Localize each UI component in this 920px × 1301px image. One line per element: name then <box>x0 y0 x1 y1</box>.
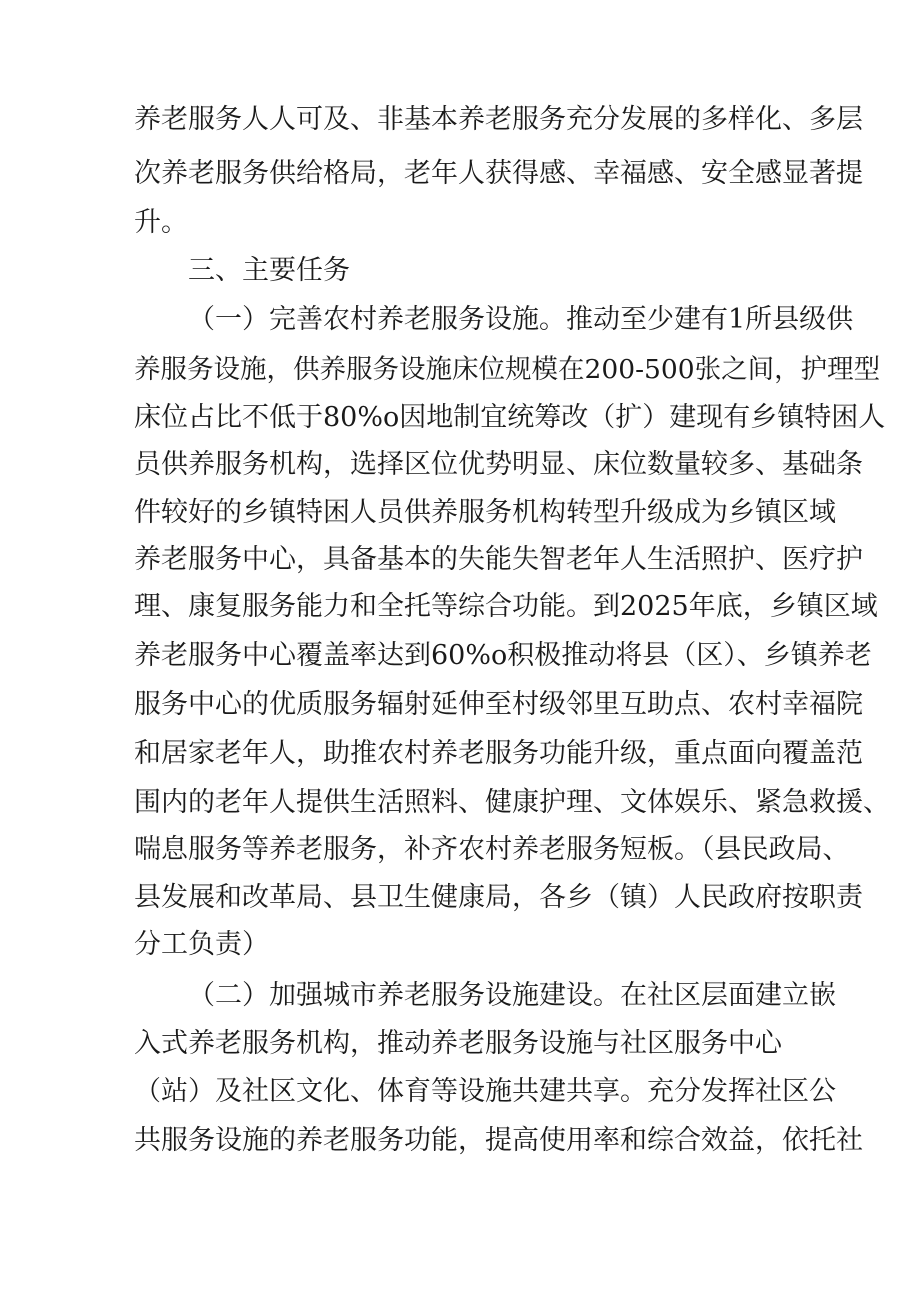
paragraph-line-9: 件较好的乡镇特困人员供养服务机构转型升级成为乡镇区域 <box>134 497 836 528</box>
paragraph-line-8: 员供养服务机构，选择区位优势明显、床位数量较多、基础条 <box>134 449 863 480</box>
paragraph-line-7: 床位占比不低于80%o因地制宜统筹改（扩）建现有乡镇特困人 <box>134 402 886 433</box>
paragraph-line-5: （一）完善农村养老服务设施。推动至少建有1所县级供 <box>188 304 854 335</box>
paragraph-line-16: 喘息服务等养老服务，补齐农村养老服务短板。（县民政局、 <box>134 834 850 865</box>
paragraph-line-1: 养老服务人人可及、非基本养老服务充分发展的多样化、多层 <box>134 104 863 135</box>
paragraph-line-13: 服务中心的优质服务辐射延伸至村级邻里互助点、农村幸福院 <box>134 689 863 720</box>
paragraph-line-12: 养老服务中心覆盖率达到60%o积极推动将县（区）、乡镇养老 <box>134 640 872 671</box>
paragraph-line-10: 养老服务中心，具备基本的失能失智老年人生活照护、医疗护 <box>134 544 863 575</box>
paragraph-line-15: 围内的老年人提供生活照料、健康护理、文体娱乐、紧急救援、 <box>134 787 890 818</box>
paragraph-line-19: （二）加强城市养老服务设施建设。在社区层面建立嵌 <box>188 980 836 1011</box>
paragraph-line-2: 次养老服务供给格局，老年人获得感、幸福感、安全感显著提 <box>134 158 863 189</box>
paragraph-line-20: 入式养老服务机构，推动养老服务设施与社区服务中心 <box>134 1028 782 1059</box>
paragraph-line-14: 和居家老年人，助推农村养老服务功能升级，重点面向覆盖范 <box>134 738 863 769</box>
paragraph-line-18: 分工负责） <box>134 929 269 960</box>
paragraph-line-21: （站）及社区文化、体育等设施共建共享。充分发挥社区公 <box>134 1076 836 1107</box>
paragraph-line-11: 理、康复服务能力和全托等综合功能。到2025年底，乡镇区域 <box>134 591 878 622</box>
paragraph-line-3: 升。 <box>134 207 188 238</box>
paragraph-line-22: 共服务设施的养老服务功能，提高使用率和综合效益，依托社 <box>134 1125 863 1156</box>
section-heading: 三、主要任务 <box>188 255 350 286</box>
paragraph-line-6: 养服务设施，供养服务设施床位规模在200-500张之间，护理型 <box>134 354 881 385</box>
paragraph-line-17: 县发展和改革局、县卫生健康局，各乡（镇）人民政府按职责 <box>134 882 863 913</box>
